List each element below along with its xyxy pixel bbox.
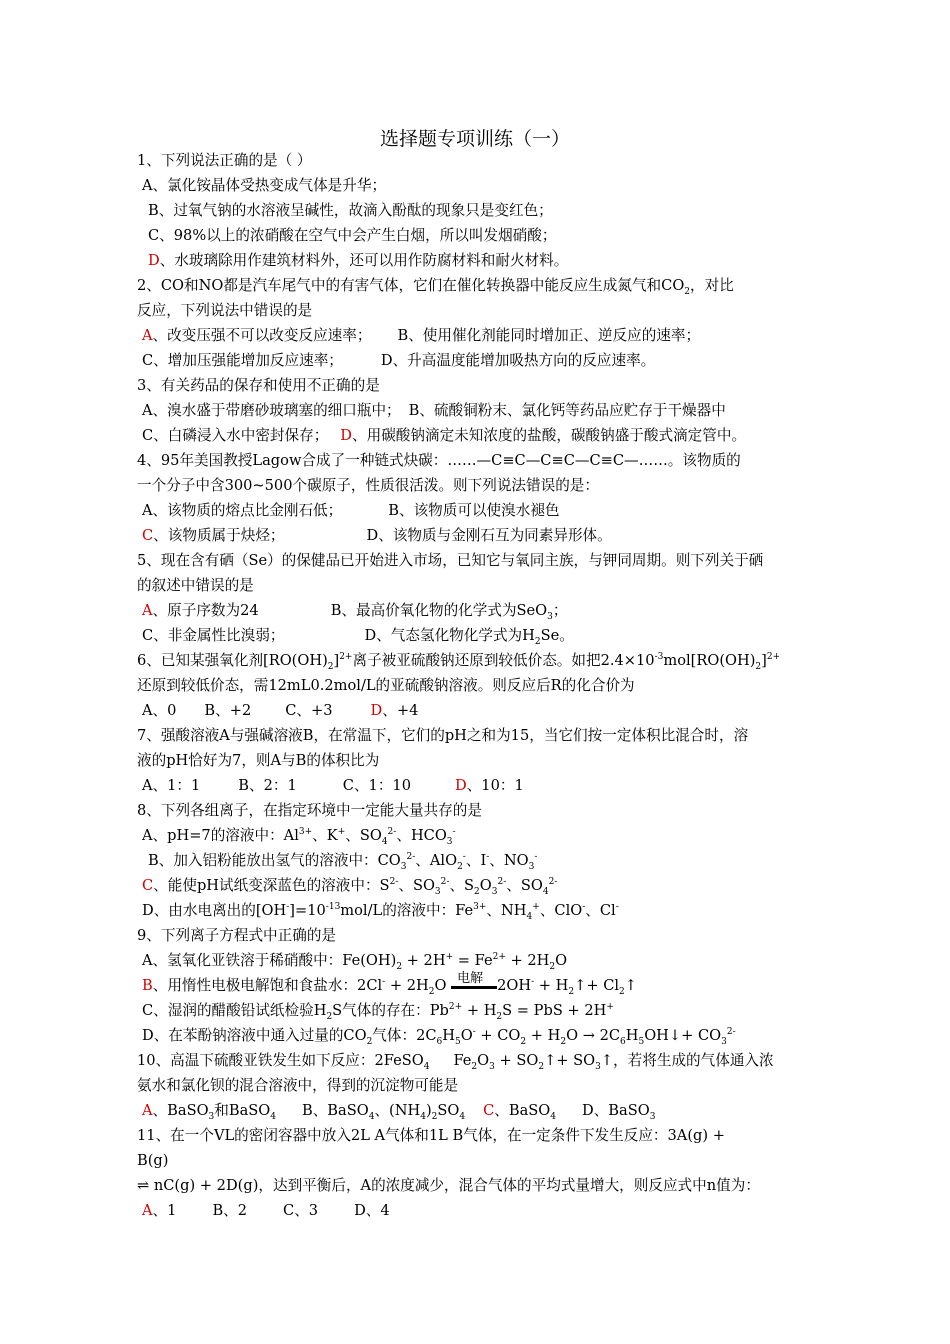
q8-stem: 8、下列各组离子，在指定环境中一定能大量共存的是 <box>137 802 482 819</box>
q2-stem-line2: 反应，下列说法中错误的是 <box>137 302 313 319</box>
q10-options: A、BaSO$_3$和BaSO$_4$ B、BaSO$_4$、$(NH_4)_2SO_4$ C、BaSO$_4$ D、BaSO$_3$ <box>142 1102 656 1122</box>
q10-answer-letter-c: C <box>483 1102 495 1119</box>
q11-answer-letter: A <box>142 1202 153 1219</box>
q8-option-a: A、pH=7的溶液中：$Al^{3+}$、K+、$SO_4^{2-}$、$HCO_3^-$ <box>142 827 456 847</box>
q1-option-c: C、98%以上的浓硝酸在空气中会产生白烟，所以叫发烟硝酸； <box>148 227 557 244</box>
q6-options: A、0 B、+2 C、+3 D、+4 <box>142 702 419 719</box>
q6-stem-line2: 还原到较低价态，需12mL0.2mol/L的亚硫酸钠溶液。则反应后R的化合价为 <box>137 677 635 694</box>
q9-option-b: B、用惰性电极电解饱和食盐水：$2Cl^- + 2H_2O$ 电解 $2OH^- + H_2↑+$ $Cl_2↑$ <box>142 971 637 997</box>
q6-answer-letter: D <box>370 702 383 719</box>
q7-answer-letter: D <box>455 777 467 794</box>
page-title: 选择题专项训练（一） <box>379 128 570 150</box>
q1-option-a: A、氯化铵晶体受热变成气体是升华； <box>142 177 387 194</box>
q7-stem-line2: 液的pH恰好为7，则A与B的体积比为 <box>137 752 380 769</box>
q3-answer-letter: D <box>340 427 352 444</box>
q1-answer-letter: D <box>148 252 160 269</box>
q5-answer-letter: A <box>142 602 153 619</box>
q11-options: A、1 B、2 C、3 D、4 <box>142 1202 390 1219</box>
q5-options-cd: C、非金属性比溴弱； D、气态氢化物化学式为$H_2Se$。 <box>142 627 574 647</box>
q7-options: A、1：1 B、2：1 C、1：10 D、10：1 <box>142 777 524 794</box>
q4-options-ab: A、该物质的熔点比金刚石低； B、该物质可以使溴水褪色 <box>142 502 560 519</box>
q1-stem: 1、下列说法正确的是（ ） <box>137 152 312 169</box>
q3-options-cd: C、白磷浸入水中密封保存； D、用碳酸钠滴定未知浓度的盐酸，碳酸钠盛于酸式滴定管中。 <box>142 427 747 444</box>
q8-option-b: B、加入铝粉能放出氢气的溶液中：$CO_3^{2-}$、AlO$_2$-、I-、$NO_3^-$ <box>148 852 538 872</box>
q5-stem-line2: 的叙述中错误的是 <box>137 577 254 594</box>
q8-answer-letter: C <box>142 877 154 894</box>
question-list <box>137 148 817 1223</box>
q2-stem-line1: 2、CO和NO都是汽车尾气中的有害气体，它们在催化转换器中能反应生成氮气和$CO_2$，对比 <box>137 277 734 297</box>
q1-option-b: B、过氧气钠的水溶液呈碱性，故滴入酚酞的现象只是变红色； <box>148 202 553 219</box>
q11-stem-line3: ⇌ nC(g) + 2D(g)，达到平衡后，A的浓度减少，混合气体的平均式量增大，则反应式中n值为： <box>137 1177 760 1194</box>
electrolysis-arrow: 电解 <box>451 980 497 992</box>
q4-stem-line2: 一个分子中含300~500个碳原子，性质很活泼。则下列说法错误的是： <box>137 477 599 494</box>
q6-stem-line1: 6、已知某强氧化剂$[RO(OH)_2]^{2+}$离子被亚硫酸钠还原到较低价态。如把$2.4\times 10^{-3}mol[RO(OH)_2]^{2+}$ <box>137 652 781 672</box>
q11-stem-line2: B(g) <box>137 1152 169 1169</box>
q4-answer-letter: C <box>142 527 154 544</box>
q2-options-cd: C、增加压强能增加反应速率； D、升高温度能增加吸热方向的反应速率。 <box>142 352 656 369</box>
q8-option-d: D、由水电离出的$[OH^-]=10^{-13}mol/L$的溶液中：$Fe^{3+}$、$NH_4^+$、ClO-、Cl- <box>142 902 619 922</box>
q9-option-d: D、在苯酚钠溶液中通入过量的$CO_2$气体：$2C_6H_5O^- + CO_2 + H_2O$ → $2C_6H_5OH↓+ CO_3^{2-}$ <box>142 1027 736 1047</box>
q9-option-a: A、氢氧化亚铁溶于稀硝酸中：$Fe(OH)_2 + 2H^+ = Fe^{2+} + 2H_2O$ <box>142 952 568 972</box>
q7-stem-line1: 7、强酸溶液A与强碱溶液B，在常温下，它们的pH之和为15，当它们按一定体积比混合时，溶 <box>137 727 749 744</box>
q3-options-ab: A、溴水盛于带磨砂玻璃塞的细口瓶中； B、硫酸铜粉末、氯化钙等药品应贮存于干燥器中 <box>142 402 726 419</box>
q9-option-c: C、湿润的醋酸铅试纸检验$H_2S$气体的存在：$Pb^{2+} + H_2S$ = PbS + 2H+ <box>142 1002 614 1022</box>
q9-answer-letter: B <box>142 977 153 994</box>
q10-stem-line1: 10、高温下硫酸亚铁发生如下反应：2FeSO$_4$ $Fe_2O_3$ + $SO_2↑+$ $SO_3↑$，若将生成的气体通入浓 <box>137 1052 774 1072</box>
q2-options-ab: A、改变压强不可以改变反应速率； B、使用催化剂能同时增加正、逆反应的速率； <box>142 327 701 344</box>
q3-stem: 3、有关药品的保存和使用不正确的是 <box>137 377 380 394</box>
q5-stem-line1: 5、现在含有硒（Se）的保健品已开始进入市场，已知它与氧同主族，与钾同周期。则下列关于硒 <box>137 552 764 569</box>
q10-answer-letter-a: A <box>142 1102 153 1119</box>
q2-answer-letter: A <box>142 327 153 344</box>
q10-stem-line2: 氨水和氯化钡的混合溶液中，得到的沉淀物可能是 <box>137 1077 459 1094</box>
q4-stem-line1: 4、95年美国教授Lagow合成了一种链式炔碳：……—C≡C—C≡C—C≡C—……。该物质的 <box>137 452 741 469</box>
q8-option-c: C、能使pH试纸变深蓝色的溶液中：$S^{2-}$、$SO_3^{2-}$、$S_2O_3^{2-}$、$SO_4^{2-}$ <box>142 877 558 897</box>
q4-options-cd: C、该物质属于炔烃； D、该物质与金刚石互为同素异形体。 <box>142 527 612 544</box>
q11-stem-line1: 11、在一个VL的密闭容器中放入2L A气体和1L B气体，在一定条件下发生反应：3A(g) + <box>137 1127 725 1144</box>
q1-option-d: D、水玻璃除用作建筑材料外，还可以用作防腐材料和耐火材料。 <box>148 252 569 269</box>
q9-stem: 9、下列离子方程式中正确的是 <box>137 927 337 944</box>
q5-options-ab: A、原子序数为24 B、最高价氧化物的化学式为SeO$_3$； <box>142 602 568 622</box>
